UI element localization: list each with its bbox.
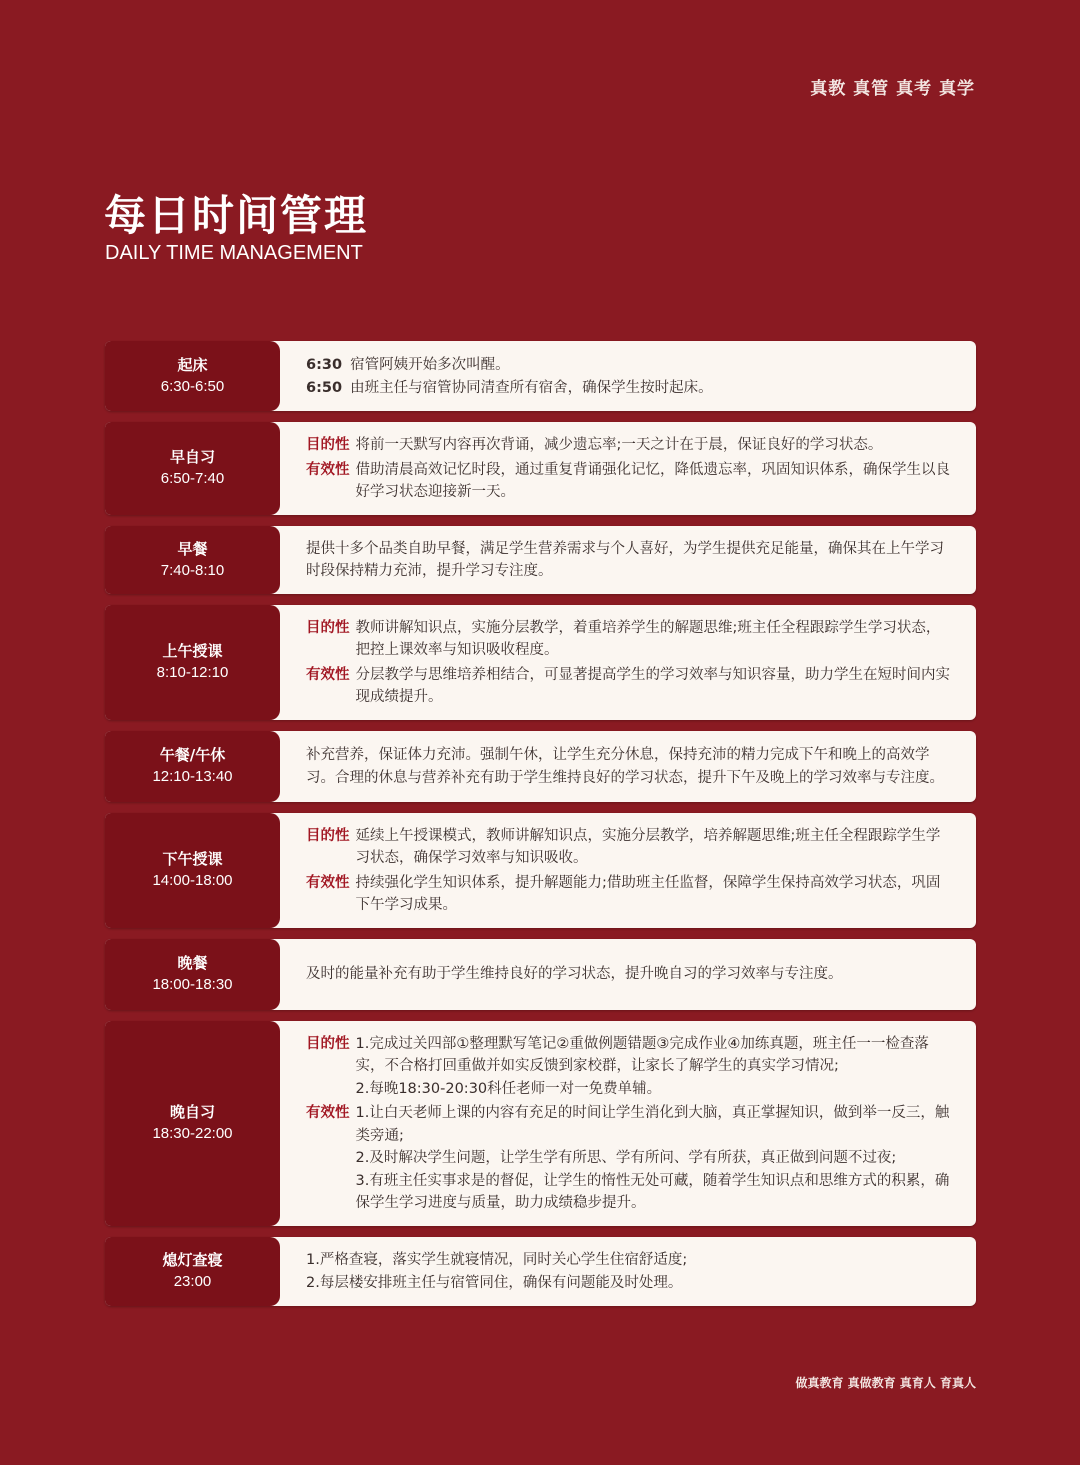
schedule-content bbox=[280, 813, 976, 928]
kv-value bbox=[356, 872, 955, 917]
kv-value bbox=[356, 825, 955, 870]
line-time: 6:30 bbox=[306, 357, 343, 373]
schedule-label bbox=[105, 526, 280, 594]
kv-value bbox=[356, 459, 955, 504]
content-text: 提供十多个品类自助早餐，满足学生营养需求与个人喜好，为学生提供充足能量，确保其在上午学习时段保持精力充沛，提升学习专注度。 bbox=[306, 540, 944, 579]
kv-paragraph: 持续强化学生知识体系，提升解题能力;借助班主任监督，保障学生保持高效学习状态，巩固下午学习成果。 bbox=[355, 874, 941, 913]
schedule-label bbox=[105, 341, 280, 411]
schedule-name: 起床 bbox=[177, 356, 208, 374]
line-text: 由班主任与宿管协同清查所有宿舍，确保学生按时起床。 bbox=[350, 379, 713, 396]
schedule-label bbox=[105, 422, 280, 515]
schedule-row bbox=[105, 341, 976, 411]
kv-key: 有效性 bbox=[306, 461, 350, 478]
kv-paragraph: 教师讲解知识点，实施分层教学，着重培养学生的解题思维;班主任全程跟踪学生学习状态，把控上课效率与知识吸收程度。 bbox=[355, 619, 941, 658]
schedule-name: 上午授课 bbox=[162, 642, 223, 660]
schedule-time: 18:00-18:30 bbox=[152, 976, 233, 993]
schedule-name: 早餐 bbox=[177, 539, 208, 558]
schedule-row bbox=[105, 1237, 976, 1306]
schedule-label bbox=[105, 605, 280, 720]
schedule-row bbox=[105, 605, 976, 720]
timed-line bbox=[306, 377, 954, 400]
kv-key: 目的性 bbox=[306, 437, 350, 453]
schedule-row bbox=[105, 1021, 976, 1226]
schedule-content bbox=[280, 605, 976, 720]
kv-paragraph: 分层教学与思维培养相结合，可显著提高学生的学习效率与知识容量，助力学生在短时间内实现成绩提升。 bbox=[355, 666, 950, 705]
kv-value bbox=[356, 617, 955, 662]
schedule-time: 23:00 bbox=[173, 1273, 212, 1290]
kv-key: 目的性 bbox=[306, 1035, 350, 1052]
kv-paragraph: 2.及时解决学生问题，让学生学有所思、学有所问、学有所获，真正做到问题不过夜; bbox=[355, 1150, 897, 1166]
schedule-content bbox=[280, 341, 976, 411]
kv-key: 目的性 bbox=[306, 827, 350, 844]
schedule-content bbox=[280, 526, 976, 594]
kv-key: 目的性 bbox=[306, 619, 350, 636]
schedule-time: 14:00-18:00 bbox=[152, 872, 233, 889]
kv-value bbox=[356, 1033, 955, 1101]
schedule-time: 8:10-12:10 bbox=[156, 664, 229, 681]
kv-key: 有效性 bbox=[306, 666, 350, 683]
kv-paragraph: 2.每晚18:30-20:30科任老师一对一免费单辅。 bbox=[355, 1080, 662, 1097]
key-value-block bbox=[306, 872, 954, 917]
kv-paragraph: 3.有班主任实事求是的督促，让学生的惰性无处可藏，随着学生知识点和思维方式的积累，确保学生学习进度与质量，助力成绩稳步提升。 bbox=[355, 1172, 950, 1211]
schedule-label bbox=[105, 813, 280, 928]
key-value-block bbox=[306, 617, 954, 662]
kv-paragraph: 将前一天默写内容再次背诵，减少遗忘率;一天之计在于晨，保证良好的学习状态。 bbox=[355, 437, 883, 453]
schedule-time: 7:40-8:10 bbox=[160, 561, 225, 579]
key-value-block bbox=[306, 459, 954, 504]
bottom-slogan: 做真教育 真做教育 真育人 育真人 bbox=[795, 1376, 976, 1390]
schedule-label bbox=[105, 1237, 280, 1306]
schedule-name: 下午授课 bbox=[162, 850, 223, 868]
kv-paragraph: 1.让白天老师上课的内容有充足的时间让学生消化到大脑，真正掌握知识，做到举一反三，触类旁通; bbox=[355, 1105, 950, 1144]
key-value-block bbox=[306, 1033, 954, 1101]
timed-line bbox=[306, 354, 954, 377]
schedule-label bbox=[105, 731, 280, 802]
schedule-content bbox=[280, 422, 976, 515]
kv-value bbox=[356, 1102, 955, 1215]
schedule-content bbox=[280, 731, 976, 802]
kv-value bbox=[356, 434, 955, 457]
line-text: 宿管阿姨开始多次叫醒。 bbox=[350, 357, 510, 373]
schedule-name: 午餐/午休 bbox=[159, 746, 226, 764]
schedule-name: 晚自习 bbox=[169, 1103, 215, 1121]
schedule-list bbox=[105, 341, 976, 1317]
kv-value bbox=[356, 664, 955, 709]
content-text: 及时的能量补充有助于学生维持良好的学习状态，提升晚自习的学习效率与专注度。 bbox=[306, 966, 843, 983]
schedule-label bbox=[105, 1021, 280, 1226]
schedule-content bbox=[280, 1021, 976, 1226]
schedule-row bbox=[105, 526, 976, 594]
list-item: 1.严格查寝，落实学生就寝情况，同时关心学生住宿舒适度; bbox=[306, 1252, 688, 1268]
schedule-row bbox=[105, 422, 976, 515]
schedule-name: 晚餐 bbox=[177, 954, 208, 972]
schedule-row bbox=[105, 731, 976, 802]
kv-key: 有效性 bbox=[306, 1105, 350, 1121]
schedule-time: 6:50-7:40 bbox=[160, 470, 225, 488]
page-title: 每日时间管理 bbox=[104, 191, 369, 240]
schedule-content bbox=[280, 939, 976, 1010]
schedule-name: 熄灯查寝 bbox=[162, 1251, 223, 1269]
schedule-row bbox=[105, 939, 976, 1010]
kv-key: 有效性 bbox=[306, 874, 350, 891]
content-text: 补充营养，保证体力充沛。强制午休，让学生充分休息，保持充沛的精力完成下午和晚上的高效学习。合理的休息与营养补充有助于学生维持良好的学习状态，提升下午及晚上的学习效率与专注度。 bbox=[306, 747, 944, 786]
line-time: 6:50 bbox=[306, 379, 343, 396]
schedule-time: 18:30-22:00 bbox=[152, 1125, 233, 1142]
kv-paragraph: 1.完成过关四部①整理默写笔记②重做例题错题③完成作业④加练真题，班主任一一检查落实，不合格打回重做并如实反馈到家校群，让家长了解学生的真实学习情况; bbox=[355, 1035, 929, 1074]
schedule-time: 12:10-13:40 bbox=[152, 768, 233, 785]
key-value-block bbox=[306, 434, 954, 457]
schedule-row bbox=[105, 813, 976, 928]
page-subtitle: DAILY TIME MANAGEMENT bbox=[105, 242, 363, 264]
schedule-name: 早自习 bbox=[169, 448, 215, 467]
key-value-block bbox=[306, 1102, 954, 1215]
list-item: 2.每层楼安排班主任与宿管同住，确保有问题能及时处理。 bbox=[306, 1274, 683, 1291]
schedule-time: 6:30-6:50 bbox=[160, 378, 225, 395]
schedule-label bbox=[105, 939, 280, 1010]
key-value-block bbox=[306, 825, 954, 870]
top-slogan: 真教 真管 真考 真学 bbox=[810, 79, 975, 99]
key-value-block bbox=[306, 664, 954, 709]
kv-paragraph: 延续上午授课模式，教师讲解知识点，实施分层教学，培养解题思维;班主任全程跟踪学生学习状态，确保学习效率与知识吸收。 bbox=[355, 827, 941, 866]
schedule-content bbox=[280, 1237, 976, 1306]
kv-paragraph: 借助清晨高效记忆时段，通过重复背诵强化记忆，降低遗忘率，巩固知识体系，确保学生以良好学习状态迎接新一天。 bbox=[355, 461, 950, 500]
